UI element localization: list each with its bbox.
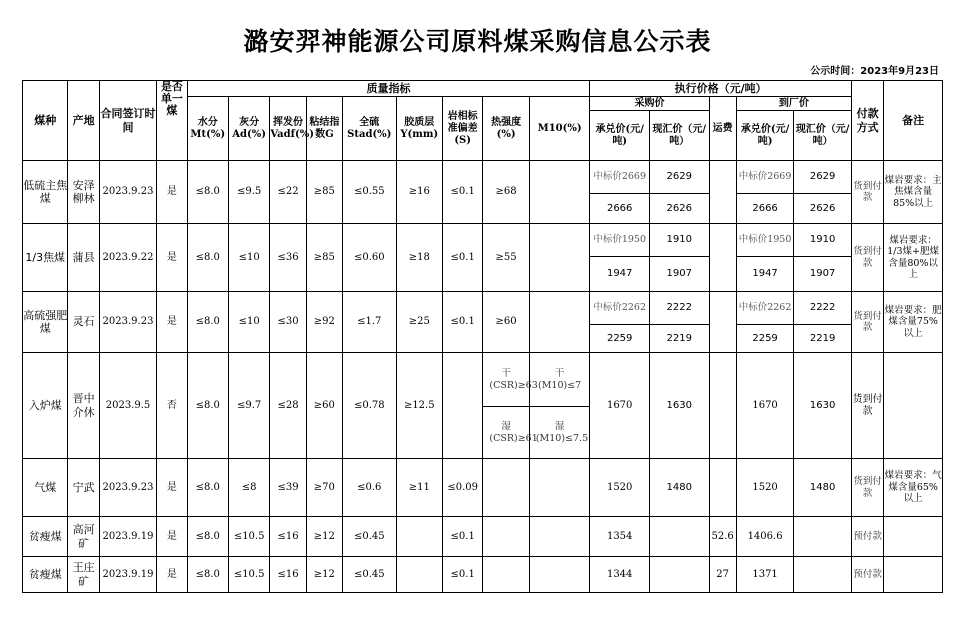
header-sulfur: 全硫Stad(%) [343, 97, 397, 161]
header-caking: 粘结指数G [306, 97, 342, 161]
ash-cell: ≤9.7 [228, 353, 269, 459]
delivered-accept-bid-cell: 中标价2669 [736, 161, 794, 194]
date-cell: 2023.9.22 [99, 224, 157, 292]
purchase-cash-cell: 2219 [649, 325, 709, 353]
sulfur-cell: ≤0.45 [343, 517, 397, 557]
delivered-accept-cell: 1947 [736, 257, 794, 292]
volatile-cell: ≤16 [270, 557, 306, 593]
ash-cell: ≤10.5 [228, 557, 269, 593]
colloid-cell: ≥18 [396, 224, 442, 292]
single-cell: 否 [157, 353, 187, 459]
purchase-accept-cell: 1670 [590, 353, 650, 459]
coal-type-cell: 入炉煤 [23, 353, 68, 459]
payment-cell: 货到付款 [851, 161, 883, 224]
header-purchase-cash: 现汇价（元/吨） [649, 111, 709, 161]
ash-cell: ≤10 [228, 224, 269, 292]
freight-cell [709, 161, 736, 224]
delivered-cash-cell: 1907 [794, 257, 852, 292]
vitrinite-cell: ≤0.1 [442, 161, 482, 224]
header-freight: 运费 [709, 97, 736, 161]
remark-cell: 煤岩要求：1/3煤+肥煤含量80%以上 [884, 224, 943, 292]
purchase-cash-cell: 1907 [649, 257, 709, 292]
moisture-cell: ≤8.0 [187, 517, 228, 557]
vitrinite-cell: ≤0.1 [442, 224, 482, 292]
volatile-cell: ≤36 [270, 224, 306, 292]
coal-type-cell: 1/3焦煤 [23, 224, 68, 292]
delivered-accept-cell: 1371 [736, 557, 794, 593]
hot-strength-cell [483, 557, 529, 593]
delivered-accept-cell: 1520 [736, 459, 794, 517]
m10-dry-cell: 干(M10)≤7 [529, 353, 590, 407]
delivered-accept-bid-cell: 中标价1950 [736, 224, 794, 257]
payment-cell: 货到付款 [851, 459, 883, 517]
header-moisture: 水分Mt(%) [187, 97, 228, 161]
single-cell: 是 [157, 224, 187, 292]
caking-cell: ≥85 [306, 224, 342, 292]
volatile-cell: ≤30 [270, 292, 306, 353]
purchase-accept-bid-cell: 中标价2262 [590, 292, 650, 325]
purchase-accept-cell: 1354 [590, 517, 650, 557]
coal-type-cell: 贫瘦煤 [23, 557, 68, 593]
header-volatile: 挥发份Vadf(%) [270, 97, 306, 161]
header-delivered-cash: 现汇价（元/吨） [794, 111, 852, 161]
table-row [23, 292, 943, 325]
header-coal-type: 煤种 [23, 81, 68, 161]
ash-cell: ≤10 [228, 292, 269, 353]
date-cell: 2023.9.23 [99, 161, 157, 224]
header-quality-group: 质量指标 [187, 81, 590, 97]
table-row [23, 517, 943, 557]
colloid-cell [396, 517, 442, 557]
ash-cell: ≤9.5 [228, 161, 269, 224]
sulfur-cell: ≤0.45 [343, 557, 397, 593]
hot-strength-cell: ≥60 [483, 292, 529, 353]
hot-strength-cell: ≥68 [483, 161, 529, 224]
ash-cell: ≤8 [228, 459, 269, 517]
header-delivered-accept: 承兑价(元/吨) [736, 111, 794, 161]
date-cell: 2023.9.23 [99, 459, 157, 517]
header-price-group: 执行价格（元/吨） [590, 81, 852, 97]
m10-cell [529, 557, 590, 593]
caking-cell: ≥12 [306, 517, 342, 557]
remark-cell [884, 353, 943, 459]
moisture-cell: ≤8.0 [187, 161, 228, 224]
caking-cell: ≥12 [306, 557, 342, 593]
caking-cell: ≥70 [306, 459, 342, 517]
delivered-accept-cell: 1406.6 [736, 517, 794, 557]
caking-cell: ≥60 [306, 353, 342, 459]
purchase-cash-bid-cell: 1910 [649, 224, 709, 257]
header-hot-strength: 热强度(%) [483, 97, 529, 161]
vitrinite-cell [442, 353, 482, 459]
volatile-cell: ≤28 [270, 353, 306, 459]
hot-strength-wet-cell: 湿(CSR)≥61 [483, 407, 529, 459]
table-row [23, 353, 943, 407]
header-delivered-price: 到厂价 [736, 97, 851, 111]
sulfur-cell: ≤0.6 [343, 459, 397, 517]
hot-strength-cell [483, 517, 529, 557]
colloid-cell: ≥12.5 [396, 353, 442, 459]
single-cell: 是 [157, 292, 187, 353]
header-origin: 产地 [68, 81, 99, 161]
m10-cell [529, 224, 590, 292]
colloid-cell: ≥11 [396, 459, 442, 517]
delivered-cash-bid-cell: 2222 [794, 292, 852, 325]
m10-cell [529, 292, 590, 353]
freight-cell: 52.6 [709, 517, 736, 557]
date-cell: 2023.9.23 [99, 292, 157, 353]
delivered-cash-cell [794, 557, 852, 593]
purchase-cash-bid-cell: 2222 [649, 292, 709, 325]
freight-cell [709, 459, 736, 517]
sulfur-cell: ≤0.55 [343, 161, 397, 224]
vitrinite-cell: ≤0.1 [442, 292, 482, 353]
delivered-accept-cell: 1670 [736, 353, 794, 459]
coal-type-cell: 贫瘦煤 [23, 517, 68, 557]
moisture-cell: ≤8.0 [187, 557, 228, 593]
purchase-accept-cell: 1947 [590, 257, 650, 292]
volatile-cell: ≤39 [270, 459, 306, 517]
volatile-cell: ≤22 [270, 161, 306, 224]
freight-cell [709, 292, 736, 353]
remark-cell: 煤岩要求：主焦煤含量85%以上 [884, 161, 943, 224]
remark-cell: 煤岩要求：肥煤含量75%以上 [884, 292, 943, 353]
delivered-accept-bid-cell: 中标价2262 [736, 292, 794, 325]
delivered-cash-bid-cell: 2629 [794, 161, 852, 194]
purchase-cash-bid-cell: 2629 [649, 161, 709, 194]
delivered-cash-cell: 2219 [794, 325, 852, 353]
ash-cell: ≤10.5 [228, 517, 269, 557]
delivered-cash-bid-cell: 1910 [794, 224, 852, 257]
colloid-cell: ≥25 [396, 292, 442, 353]
moisture-cell: ≤8.0 [187, 353, 228, 459]
payment-cell: 预付款 [851, 557, 883, 593]
m10-cell [529, 459, 590, 517]
publish-time: 公示时间：2023年9月23日 [810, 66, 939, 77]
single-cell: 是 [157, 557, 187, 593]
date-cell: 2023.9.19 [99, 517, 157, 557]
origin-cell: 宁武 [68, 459, 99, 517]
header-purchase-accept: 承兑价(元/吨) [590, 111, 650, 161]
sulfur-cell: ≤1.7 [343, 292, 397, 353]
coal-type-cell: 气煤 [23, 459, 68, 517]
vitrinite-cell: ≤0.1 [442, 517, 482, 557]
purchase-cash-cell [649, 557, 709, 593]
purchase-cash-cell: 1480 [649, 459, 709, 517]
header-colloid: 胶质层Y(mm) [396, 97, 442, 161]
date-cell: 2023.9.5 [99, 353, 157, 459]
purchase-cash-cell: 1630 [649, 353, 709, 459]
date-cell: 2023.9.19 [99, 557, 157, 593]
single-cell: 是 [157, 459, 187, 517]
moisture-cell: ≤8.0 [187, 292, 228, 353]
volatile-cell: ≤16 [270, 517, 306, 557]
origin-cell: 蒲县 [68, 224, 99, 292]
purchase-accept-bid-cell: 中标价1950 [590, 224, 650, 257]
origin-cell: 王庄矿 [68, 557, 99, 593]
header-remark: 备注 [884, 81, 943, 161]
origin-cell: 高河矿 [68, 517, 99, 557]
coal-type-cell: 高硫强肥煤 [23, 292, 68, 353]
delivered-cash-cell [794, 517, 852, 557]
purchase-accept-cell: 1344 [590, 557, 650, 593]
header-single-source: 是否单一煤 [157, 81, 187, 161]
origin-cell: 灵石 [68, 292, 99, 353]
caking-cell: ≥92 [306, 292, 342, 353]
colloid-cell [396, 557, 442, 593]
purchase-accept-cell: 2666 [590, 194, 650, 224]
origin-cell: 晋中介休 [68, 353, 99, 459]
purchase-cash-cell: 2626 [649, 194, 709, 224]
procurement-table [22, 80, 943, 593]
header-contract-date: 合同签订时间 [99, 81, 157, 161]
origin-cell: 安泽柳林 [68, 161, 99, 224]
vitrinite-cell: ≤0.09 [442, 459, 482, 517]
hot-strength-dry-cell: 干(CSR)≥63 [483, 353, 529, 407]
delivered-accept-cell: 2259 [736, 325, 794, 353]
single-cell: 是 [157, 517, 187, 557]
remark-cell [884, 517, 943, 557]
delivered-cash-cell: 1630 [794, 353, 852, 459]
payment-cell: 预付款 [851, 517, 883, 557]
coal-type-cell: 低硫主焦煤 [23, 161, 68, 224]
single-cell: 是 [157, 161, 187, 224]
payment-cell: 货到付款 [851, 292, 883, 353]
remark-cell: 煤岩要求：气煤含量65%以上 [884, 459, 943, 517]
colloid-cell: ≥16 [396, 161, 442, 224]
purchase-accept-bid-cell: 中标价2669 [590, 161, 650, 194]
moisture-cell: ≤8.0 [187, 459, 228, 517]
freight-cell [709, 224, 736, 292]
remark-cell [884, 557, 943, 593]
delivered-accept-cell: 2666 [736, 194, 794, 224]
header-payment: 付款方式 [851, 81, 883, 161]
sulfur-cell: ≤0.60 [343, 224, 397, 292]
sulfur-cell: ≤0.78 [343, 353, 397, 459]
table-row [23, 161, 943, 194]
page-title: 潞安羿神能源公司原料煤采购信息公示表 [243, 27, 712, 56]
purchase-cash-cell [649, 517, 709, 557]
m10-wet-cell: 湿(M10)≤7.5 [529, 407, 590, 459]
freight-cell [709, 353, 736, 459]
table-row [23, 459, 943, 517]
moisture-cell: ≤8.0 [187, 224, 228, 292]
caking-cell: ≥85 [306, 161, 342, 224]
delivered-cash-cell: 2626 [794, 194, 852, 224]
purchase-accept-cell: 1520 [590, 459, 650, 517]
payment-cell: 货到付款 [851, 224, 883, 292]
delivered-cash-cell: 1480 [794, 459, 852, 517]
hot-strength-cell: ≥55 [483, 224, 529, 292]
header-vitrinite: 岩相标准偏差(S) [442, 97, 482, 161]
header-purchase-price: 采购价 [590, 97, 709, 111]
table-row [23, 557, 943, 593]
m10-cell [529, 517, 590, 557]
freight-cell: 27 [709, 557, 736, 593]
header-m10: M10(%) [529, 97, 590, 161]
m10-cell [529, 161, 590, 224]
vitrinite-cell: ≤0.1 [442, 557, 482, 593]
header-ash: 灰分Ad(%) [228, 97, 269, 161]
table-row [23, 224, 943, 257]
payment-cell: 货到付款 [851, 353, 883, 459]
hot-strength-cell [483, 459, 529, 517]
purchase-accept-cell: 2259 [590, 325, 650, 353]
